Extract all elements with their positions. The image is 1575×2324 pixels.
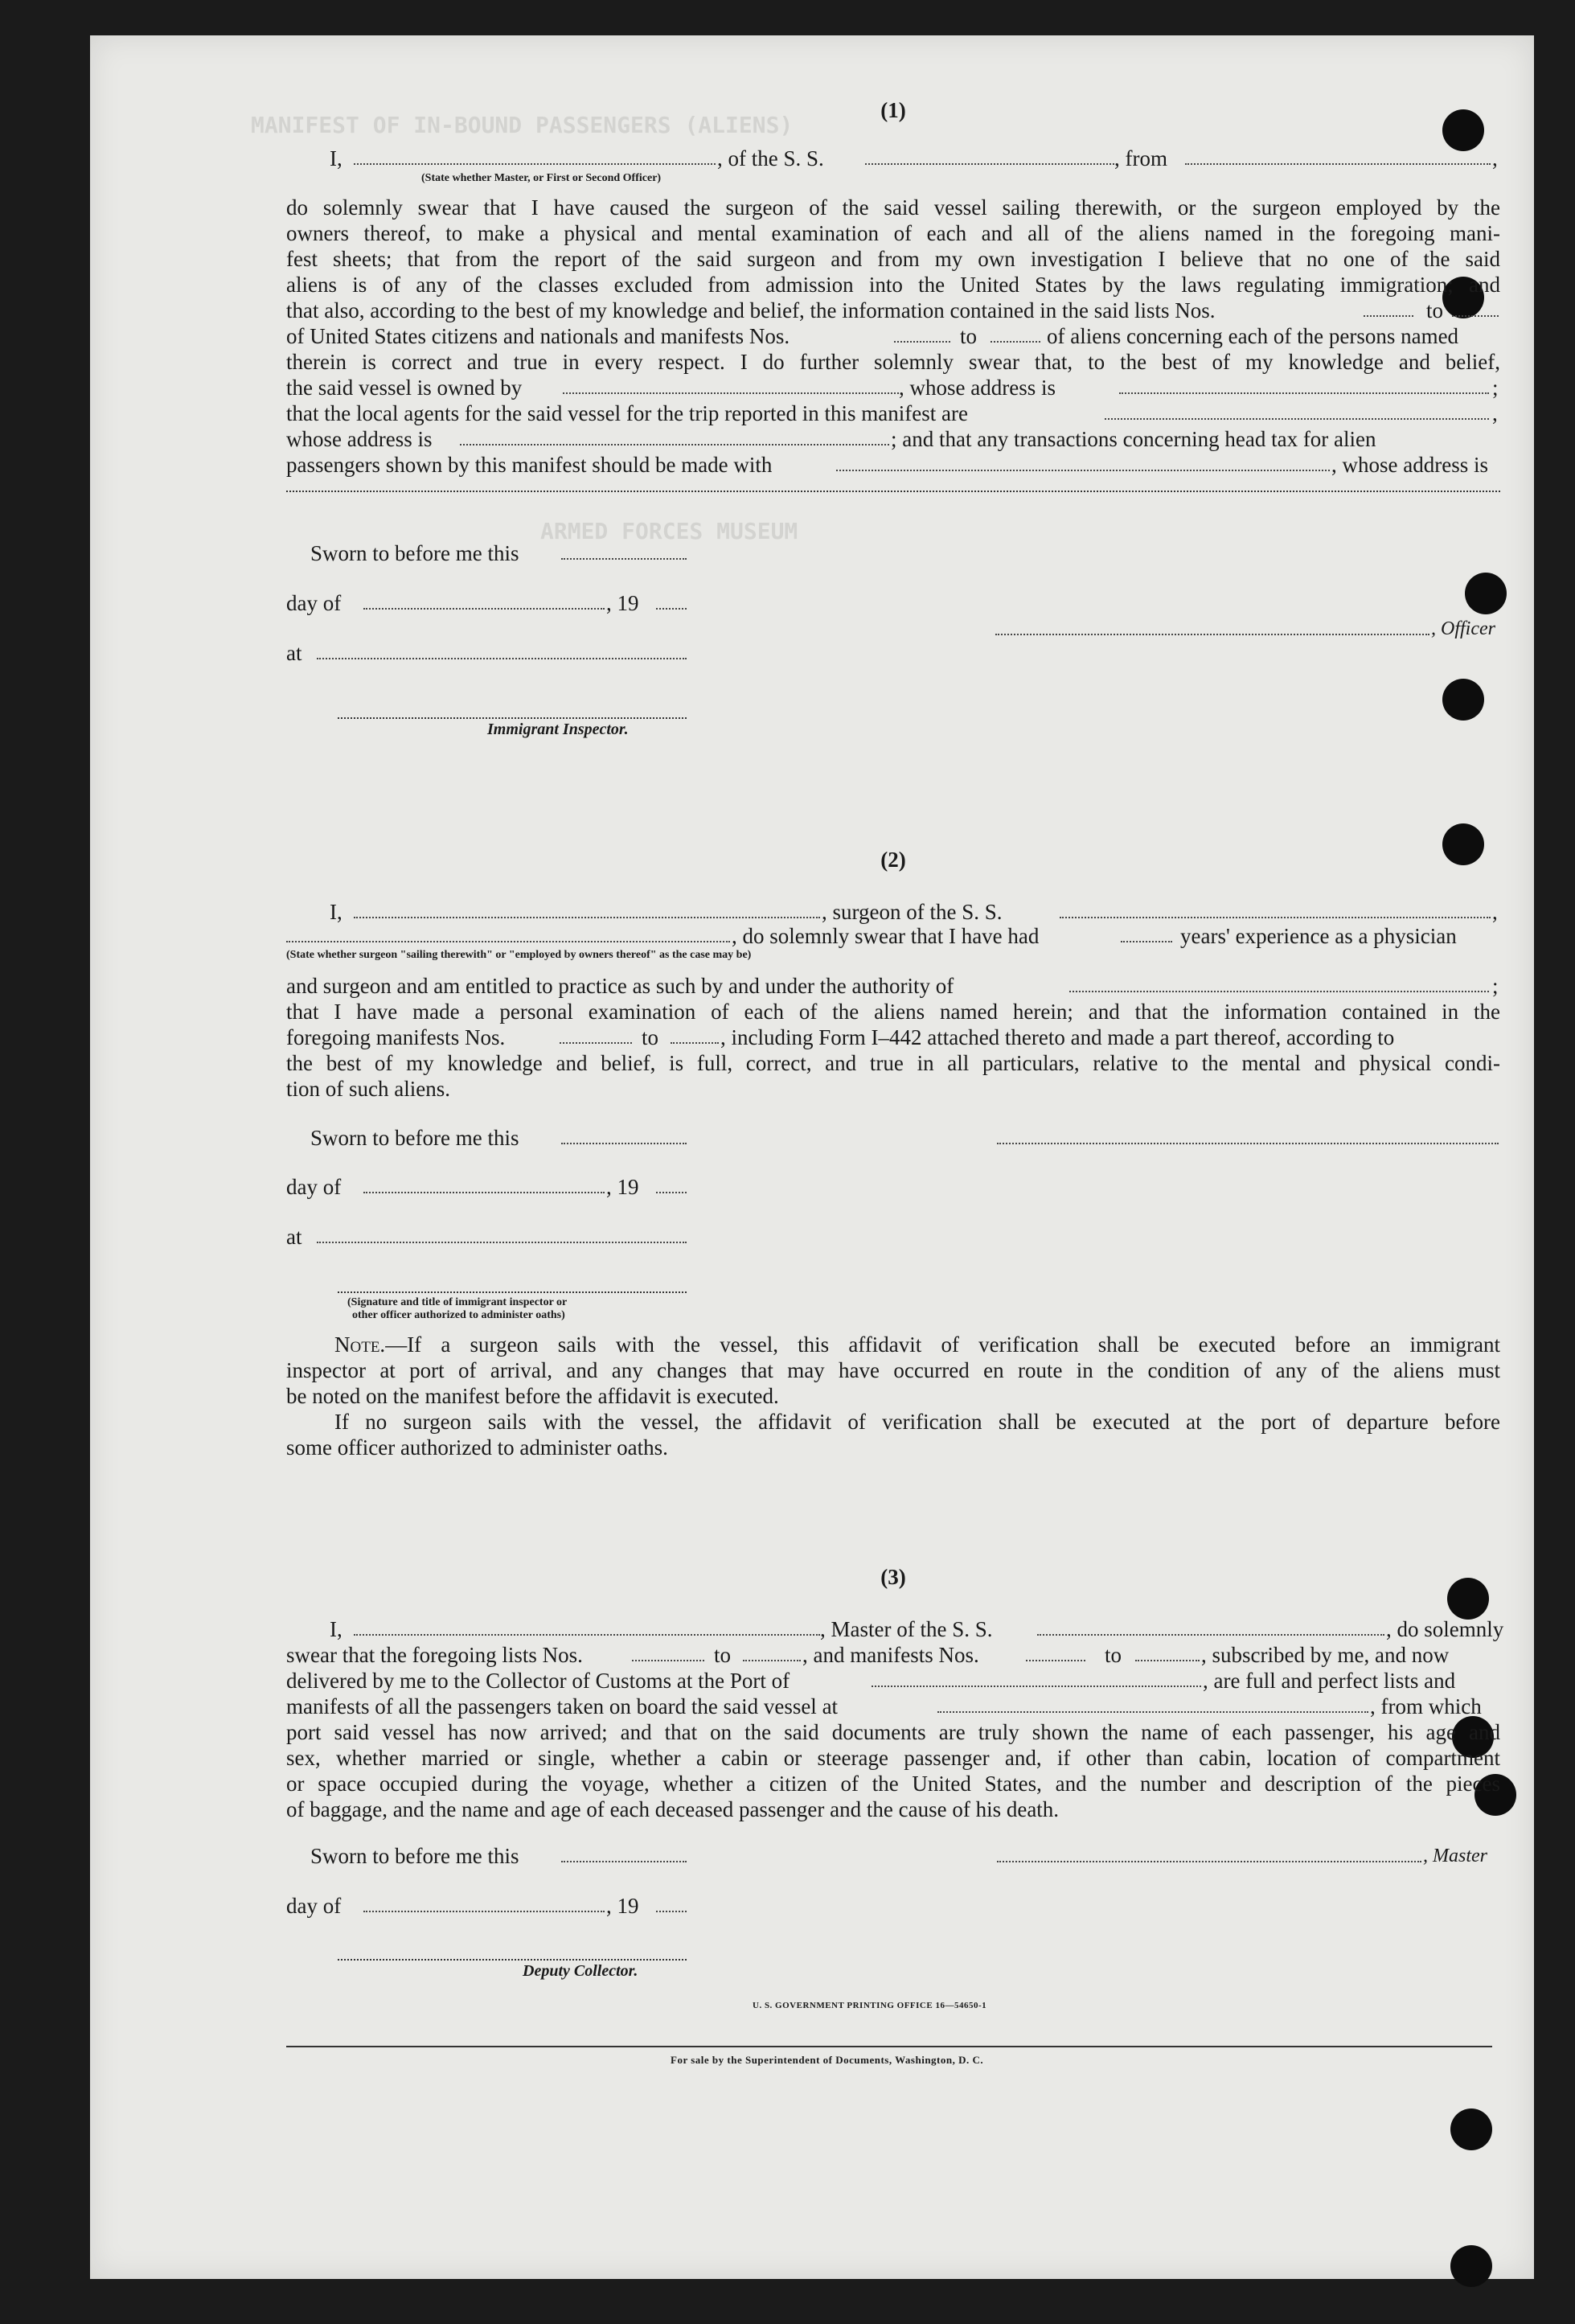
s2-text-line: the best of my knowledge and belief, is full, correct, and true in all particulars, relative to the mental and physical condi- — [286, 1051, 1500, 1075]
s1-at-field[interactable] — [317, 640, 687, 659]
s2-sworn-text: Sworn to before me this — [310, 1126, 519, 1150]
s3-dayof — [286, 1893, 1500, 1919]
surgeon-name-field[interactable] — [354, 899, 820, 918]
s2-inspector-line — [338, 1291, 687, 1293]
s2-year-text: , 19 — [606, 1175, 639, 1199]
s3-master-name-field[interactable] — [354, 1616, 820, 1636]
s1-i: I, — [330, 146, 342, 170]
s1-inspector-line — [338, 717, 687, 719]
s1-to: to — [1426, 298, 1444, 322]
s1-line10 — [286, 400, 1500, 426]
note-row: be noted on the manifest before the affidavit is executed. — [286, 1384, 779, 1408]
s3-deputy-line — [338, 1959, 687, 1961]
s1-comma: , — [1492, 146, 1498, 170]
s1-text-line: aliens is of any of the classes excluded from admission into the United States by the laws regulating immigration; and — [286, 273, 1500, 297]
s2-at-text: at — [286, 1225, 302, 1249]
section-2-heading: (2) — [880, 848, 906, 872]
s1-owned-text: the said vessel is owned by — [286, 376, 523, 400]
s2-surgeon-signature-field[interactable] — [997, 1125, 1499, 1144]
s2-to: to — [642, 1025, 659, 1049]
s3-year-field[interactable] — [656, 1893, 687, 1912]
s1-text-line: do solemnly swear that I have caused the surgeon of the said vessel sailing therewith, or the surgeon employed by the — [286, 195, 1500, 220]
s3-text-line: sex, whether married or single, whether a cabin or steerage passenger and, if other than cabin, location of compartment — [286, 1746, 1500, 1770]
s3-master-of: , Master of the S. S. — [820, 1617, 993, 1641]
s3-manifests-to-field[interactable] — [1135, 1642, 1200, 1661]
s2-sig-hint-1: (Signature and title of immigrant inspector or — [347, 1296, 568, 1308]
s1-line9 — [286, 375, 1500, 400]
s3-to: to — [714, 1643, 732, 1667]
s2-at — [286, 1224, 1500, 1250]
s3-solemnly: , do solemnly — [1386, 1617, 1504, 1641]
s1-address-line — [286, 491, 1500, 492]
s2-year-field[interactable] — [656, 1174, 687, 1193]
owner-address-field[interactable] — [1119, 375, 1489, 394]
s2-manifests-to-field[interactable] — [671, 1024, 719, 1044]
gpo-imprint: U. S. GOVERNMENT PRINTING OFFICE 16—54650-1 — [753, 2001, 987, 2010]
s1-line11 — [286, 426, 1500, 452]
transactions-with-field[interactable] — [836, 452, 1330, 471]
years-experience-field[interactable] — [1121, 923, 1172, 942]
s1-year-field[interactable] — [656, 590, 687, 610]
master-signature-field[interactable] — [997, 1843, 1421, 1862]
s3-subscribed-text: , subscribed by me, and now — [1201, 1643, 1450, 1667]
s1-line7 — [286, 323, 1500, 349]
sale-notice: For sale by the Superintendent of Documents, Washington, D. C. — [671, 2054, 984, 2066]
s2-dayof — [286, 1174, 1500, 1200]
s3-manifests-passengers-text: manifests of all the passengers taken on board the said vessel at — [286, 1694, 839, 1718]
punch-hole — [1442, 679, 1484, 721]
s3-manifests-from-field[interactable] — [1026, 1642, 1085, 1661]
s2-hint: (State whether surgeon "sailing therewith" or "employed by owners thereof" as the case may be) — [286, 949, 752, 961]
agents-address-field[interactable] — [460, 426, 889, 446]
s1-text-line: therein is correct and true in every respect. I do further solemnly swear that, to the best of my knowledge and belief, — [286, 350, 1500, 374]
bleed-through-text: ARMED FORCES MUSEUM — [540, 518, 798, 544]
master-name-field[interactable] — [354, 146, 716, 165]
s2-surgeon-of: , surgeon of the S. S. — [822, 900, 1003, 924]
section-1-heading: (1) — [880, 98, 906, 122]
s1-agents-text: that the local agents for the said vessel for the trip reported in this manifest are — [286, 401, 968, 425]
s3-year-text: , 19 — [606, 1894, 639, 1918]
s2-manifests-from-field[interactable] — [560, 1024, 632, 1044]
note-label: Note. — [334, 1332, 386, 1357]
s2-at-field[interactable] — [317, 1224, 687, 1243]
s3-vessel-field[interactable] — [1037, 1616, 1384, 1636]
s1-headtax-text: ; and that any transactions concerning head tax for alien — [891, 427, 1376, 451]
s1-lists-text: that also, according to the best of my knowledge and belief, the information contained in the said lists Nos. — [286, 298, 1216, 322]
s2-form-text: , including Form I–442 attached thereto and made a part thereof, according to — [720, 1025, 1395, 1049]
manifests-from-field[interactable] — [894, 323, 950, 343]
s1-year-text: , 19 — [606, 591, 639, 615]
note-text: —If a surgeon sails with the vessel, this affidavit of verification shall be executed before an immigrant — [385, 1332, 1500, 1357]
s1-dayof-text: day of — [286, 591, 342, 615]
s1-of-ss: , of the S. S. — [717, 146, 824, 170]
officer-signature-field[interactable] — [995, 616, 1429, 635]
punch-hole — [1450, 2245, 1492, 2287]
manifests-to-field[interactable] — [991, 323, 1040, 343]
s3-text-line: of baggage, and the name and age of each deceased passenger and the cause of his death. — [286, 1797, 1060, 1821]
lists-to-field[interactable] — [1452, 298, 1499, 317]
s3-dayof-text: day of — [286, 1894, 342, 1918]
s1-line12 — [286, 452, 1500, 478]
vessel-name-field[interactable] — [865, 146, 1114, 165]
s3-delivered-text: delivered by me to the Collector of Customs at the Port of — [286, 1669, 790, 1693]
s3-i: I, — [330, 1617, 342, 1641]
s3-manifests-text: , and manifests Nos. — [802, 1643, 979, 1667]
section-3-heading: (3) — [880, 1565, 906, 1589]
s1-dayof — [286, 590, 1500, 616]
s1-inspector-label: Immigrant Inspector. — [487, 721, 629, 738]
s2-note-2 — [286, 1409, 1500, 1460]
s3-deputy-label: Deputy Collector. — [523, 1962, 638, 1980]
s2-semicolon: ; — [1492, 974, 1499, 998]
s1-hint: (State whether Master, or First or Second Officer) — [421, 172, 662, 184]
port-field[interactable] — [872, 1668, 1201, 1687]
s1-semicolon: ; — [1492, 376, 1499, 400]
s2-swear-text: , do solemnly swear that I have had — [732, 924, 1040, 948]
s2-manifests-text: foregoing manifests Nos. — [286, 1025, 506, 1049]
s1-month-field[interactable] — [363, 590, 605, 610]
s1-officer-text: , Officer — [1431, 618, 1495, 639]
s2-text-line: that I have made a personal examination of each of the aliens named herein; and that the information contained in the — [286, 1000, 1500, 1024]
s1-text-line: owners thereof, to make a physical and mental examination of each and all of the aliens named in the foregoing mani- — [286, 221, 1500, 245]
s1-passengers-text: passengers shown by this manifest should be made with — [286, 453, 773, 477]
surgeon-status-field[interactable] — [286, 923, 730, 942]
footer-rule — [286, 2046, 1492, 2047]
s2-line5 — [286, 1024, 1500, 1050]
s3-text-line: or space occupied during the voyage, whether a citizen of the United States, and the number and description of the pieces — [286, 1772, 1500, 1796]
s3-sworn-day-field[interactable] — [561, 1843, 687, 1862]
s3-master-text: , Master — [1423, 1846, 1487, 1866]
s2-line3 — [286, 973, 1500, 999]
s2-dayof-text: day of — [286, 1175, 342, 1199]
s2-note — [286, 1332, 1500, 1409]
s2-years-text: years' experience as a physician — [1180, 924, 1457, 948]
bleed-through-text: MANIFEST OF IN-BOUND PASSENGERS (ALIENS) — [251, 112, 794, 138]
note-row — [286, 1332, 1500, 1357]
s2-authority-text: and surgeon and am entitled to practice as such by and under the authority of — [286, 974, 954, 998]
s3-lists-to-field[interactable] — [743, 1642, 801, 1661]
s2-vessel-field[interactable] — [1060, 899, 1491, 918]
s1-from: , from — [1114, 146, 1167, 170]
form-page — [90, 35, 1534, 2279]
s1-at-text: at — [286, 641, 302, 665]
s1-sworn-day-field[interactable] — [561, 540, 687, 560]
s1-line6 — [286, 298, 1500, 323]
s3-full-text: , are full and perfect lists and — [1203, 1669, 1456, 1693]
from-port-field[interactable] — [1185, 146, 1491, 165]
s1-text-line: fest sheets; that from the report of the said surgeon and from my own investigation I believe that no one of the said — [286, 247, 1500, 271]
s1-comma2: , — [1492, 401, 1498, 425]
note-row: some officer authorized to administer oaths. — [286, 1435, 668, 1460]
s1-at — [286, 640, 1500, 666]
s2-month-field[interactable] — [363, 1174, 605, 1193]
s1-citizens-text: of United States citizens and nationals and manifests Nos. — [286, 324, 790, 348]
s1-to2: to — [960, 324, 978, 348]
authority-field[interactable] — [1069, 973, 1489, 992]
s2-sig-hint-2: other officer authorized to administer oaths) — [352, 1309, 565, 1321]
s3-line2 — [286, 1642, 1500, 1668]
s1-whose-address-3: , whose address is — [1331, 453, 1488, 477]
owner-field[interactable] — [563, 375, 899, 394]
lists-from-field[interactable] — [1364, 298, 1413, 317]
s3-from-which: , from which — [1370, 1694, 1482, 1718]
s2-text-line: tion of such aliens. — [286, 1077, 450, 1101]
s1-whose-address-2: whose address is — [286, 427, 433, 451]
note-row: inspector at port of arrival, and any changes that may have occurred en route in the condition of any of the aliens must — [286, 1358, 1500, 1382]
s1-whose-address: , whose address is — [899, 376, 1056, 400]
s3-line3 — [286, 1668, 1500, 1694]
s2-comma: , — [1492, 900, 1498, 924]
s1-sworn-text: Sworn to before me this — [310, 541, 519, 565]
s3-month-field[interactable] — [363, 1893, 605, 1912]
s3-line4 — [286, 1694, 1500, 1719]
punch-hole — [1450, 2108, 1492, 2150]
s3-text-line: port said vessel has now arrived; and that on the said documents are truly shown the name of each passenger, his age and — [286, 1720, 1500, 1744]
s3-sworn-text: Sworn to before me this — [310, 1844, 519, 1868]
s3-lists-from-field[interactable] — [632, 1642, 704, 1661]
s1-aliens-text: of aliens concerning each of the persons named — [1047, 324, 1459, 348]
boarding-port-field[interactable] — [937, 1694, 1368, 1713]
s2-sworn-day-field[interactable] — [561, 1125, 687, 1144]
s3-to2: to — [1105, 1643, 1122, 1667]
s3-swear-text: swear that the foregoing lists Nos. — [286, 1643, 583, 1667]
s2-i: I, — [330, 900, 342, 924]
agents-field[interactable] — [1105, 400, 1489, 420]
note-row: If no surgeon sails with the vessel, the affidavit of verification shall be executed at the port of departure before — [334, 1410, 1500, 1434]
